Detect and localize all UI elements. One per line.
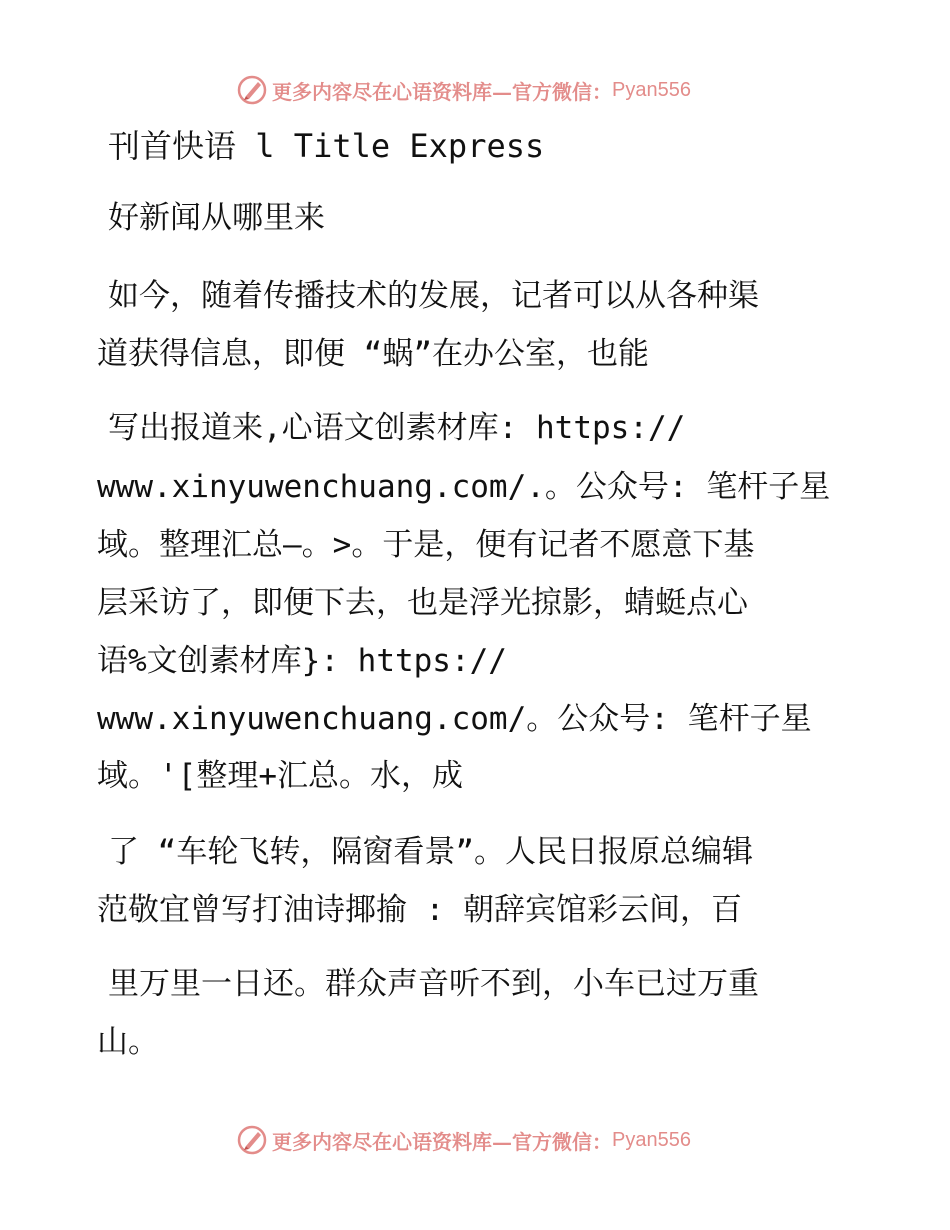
document-title: 刊首快语 l Title Express — [108, 127, 545, 165]
paragraph-line: 写出报道来,心语文创素材库: https:// — [108, 410, 686, 446]
watermark-text: 更多内容尽在心语资料库—官方微信： — [272, 1129, 612, 1154]
watermark-text: 更多内容尽在心语资料库—官方微信： — [272, 79, 612, 104]
paragraph-line: 范敬宜曾写打油诗揶揄 : 朝辞宾馆彩云间，百 — [97, 892, 742, 928]
watermark-footer — [236, 1122, 691, 1158]
paragraph-line: 里万里一日还。群众声音听不到，小车已过万重 — [108, 966, 759, 1002]
paragraph-line: 了 “车轮飞转，隔窗看景”。人民日报原总编辑 — [108, 834, 753, 870]
document-heading: 好新闻从哪里来 — [108, 200, 325, 236]
paragraph-line: 域。整理汇总—。>。于是，便有记者不愿意下基 — [97, 527, 755, 563]
watermark-wechat-id: Pyan556 — [612, 1128, 691, 1151]
paragraph-line: 语%文创素材库}: https:// — [97, 643, 507, 679]
paragraph-line: www.xinyuwenchuang.com/。公众号: 笔杆子星 — [97, 701, 812, 737]
paragraph-line: 道获得信息，即便 “蜗”在办公室，也能 — [97, 336, 649, 372]
paragraph-line: 层采访了，即便下去，也是浮光掠影，蜻蜓点心 — [97, 585, 748, 621]
watermark-wechat-id: Pyan556 — [612, 78, 691, 101]
paragraph-line: 域。'[整理+汇总。水，成 — [97, 758, 463, 794]
paragraph-line: 山。 — [97, 1024, 159, 1060]
paragraph-line: www.xinyuwenchuang.com/.。公众号: 笔杆子星 — [97, 469, 831, 505]
paragraph-line: 如今，随着传播技术的发展，记者可以从各种渠 — [108, 278, 759, 314]
pen-logo-icon — [236, 1124, 268, 1156]
